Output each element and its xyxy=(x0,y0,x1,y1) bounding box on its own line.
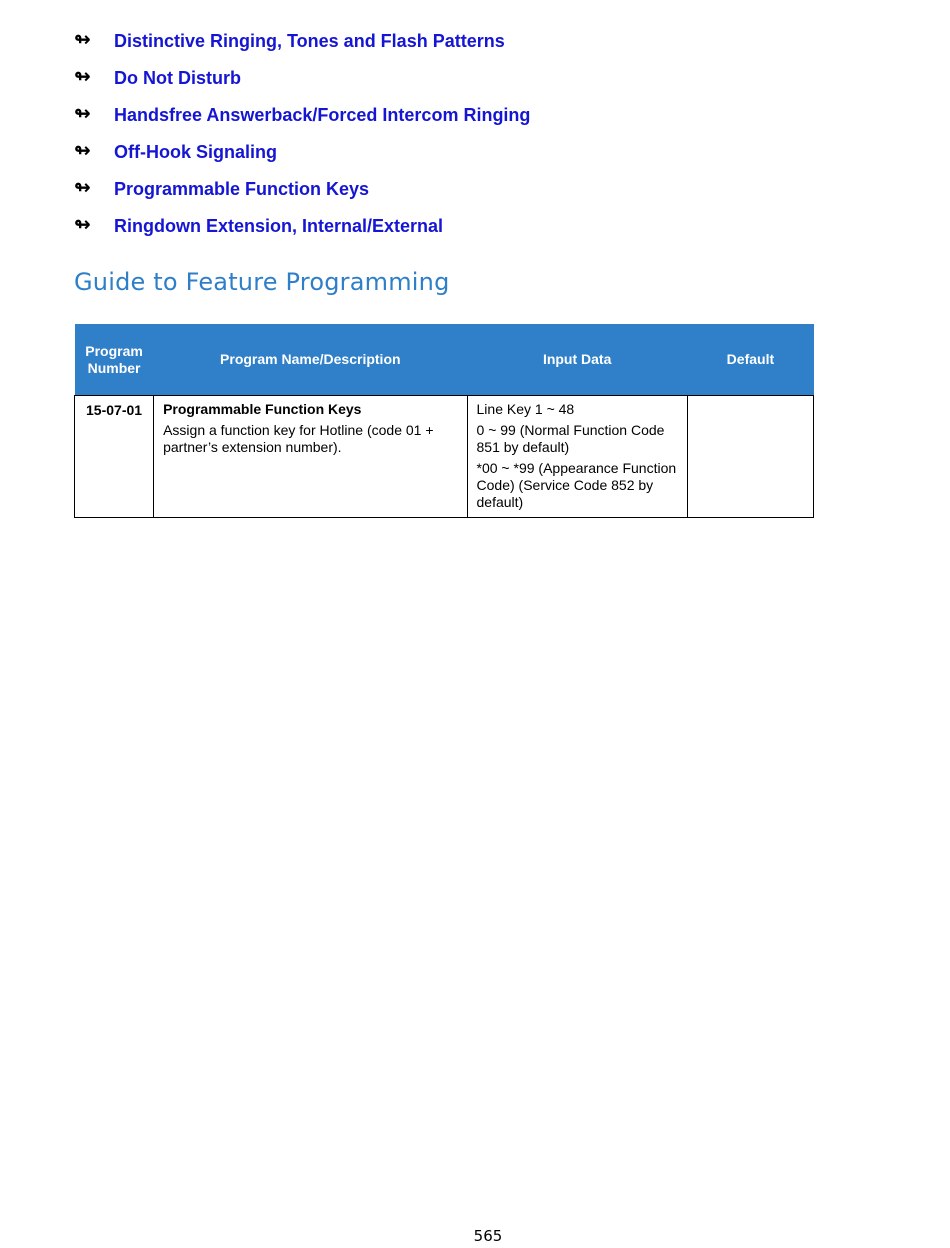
program-number-cell: 15-07-01 xyxy=(75,396,154,518)
related-feature-link-distinctive-ringing[interactable]: Distinctive Ringing, Tones and Flash Patterns xyxy=(114,31,505,51)
programming-table xyxy=(74,324,814,518)
input-data-cell xyxy=(467,396,687,518)
page-number: 565 xyxy=(473,1227,503,1245)
curved-arrow-icon: ↬ xyxy=(74,27,91,51)
program-name-cell xyxy=(154,396,467,518)
curved-arrow-icon: ↬ xyxy=(74,101,91,125)
input-data-line: Line Key 1 ~ 48 xyxy=(476,401,575,417)
header-program-number-line2: Number xyxy=(87,359,141,376)
related-feature-item xyxy=(74,101,530,138)
header-program-number xyxy=(75,324,154,396)
related-feature-link-off-hook-signaling[interactable]: Off-Hook Signaling xyxy=(114,142,277,162)
related-feature-link-programmable-function-keys[interactable]: Programmable Function Keys xyxy=(114,179,370,199)
related-feature-item xyxy=(74,212,530,249)
curved-arrow-icon: ↬ xyxy=(74,64,91,88)
curved-arrow-icon: ↬ xyxy=(74,212,91,236)
input-data-line: 0 ~ 99 (Normal Function Code 851 by default) xyxy=(476,422,665,455)
related-feature-link-do-not-disturb[interactable]: Do Not Disturb xyxy=(114,68,241,88)
default-cell xyxy=(687,396,813,518)
program-description: Assign a function key for Hotline (code 01 + partner’s extension number). xyxy=(163,422,434,455)
section-heading: Guide to Feature Programming xyxy=(74,268,450,296)
header-program-number-line1: Program xyxy=(85,342,143,359)
related-features-list xyxy=(74,27,530,249)
table-header-row xyxy=(75,324,814,396)
curved-arrow-icon: ↬ xyxy=(74,138,91,162)
related-feature-item xyxy=(74,64,530,101)
related-feature-link-handsfree-answerback[interactable]: Handsfree Answerback/Forced Intercom Ringing xyxy=(114,105,531,125)
header-name-description: Program Name/Description xyxy=(154,324,467,396)
header-input-data: Input Data xyxy=(467,324,687,396)
related-feature-link-ringdown-extension[interactable]: Ringdown Extension, Internal/External xyxy=(114,216,444,236)
related-feature-item xyxy=(74,27,530,64)
input-data-line: *00 ~ *99 (Appearance Function Code) (Service Code 852 by default) xyxy=(476,460,677,510)
related-feature-item xyxy=(74,138,530,175)
header-default: Default xyxy=(687,324,813,396)
curved-arrow-icon: ↬ xyxy=(74,175,91,199)
related-feature-item xyxy=(74,175,530,212)
program-name: Programmable Function Keys xyxy=(163,401,362,417)
table-row xyxy=(75,396,814,518)
